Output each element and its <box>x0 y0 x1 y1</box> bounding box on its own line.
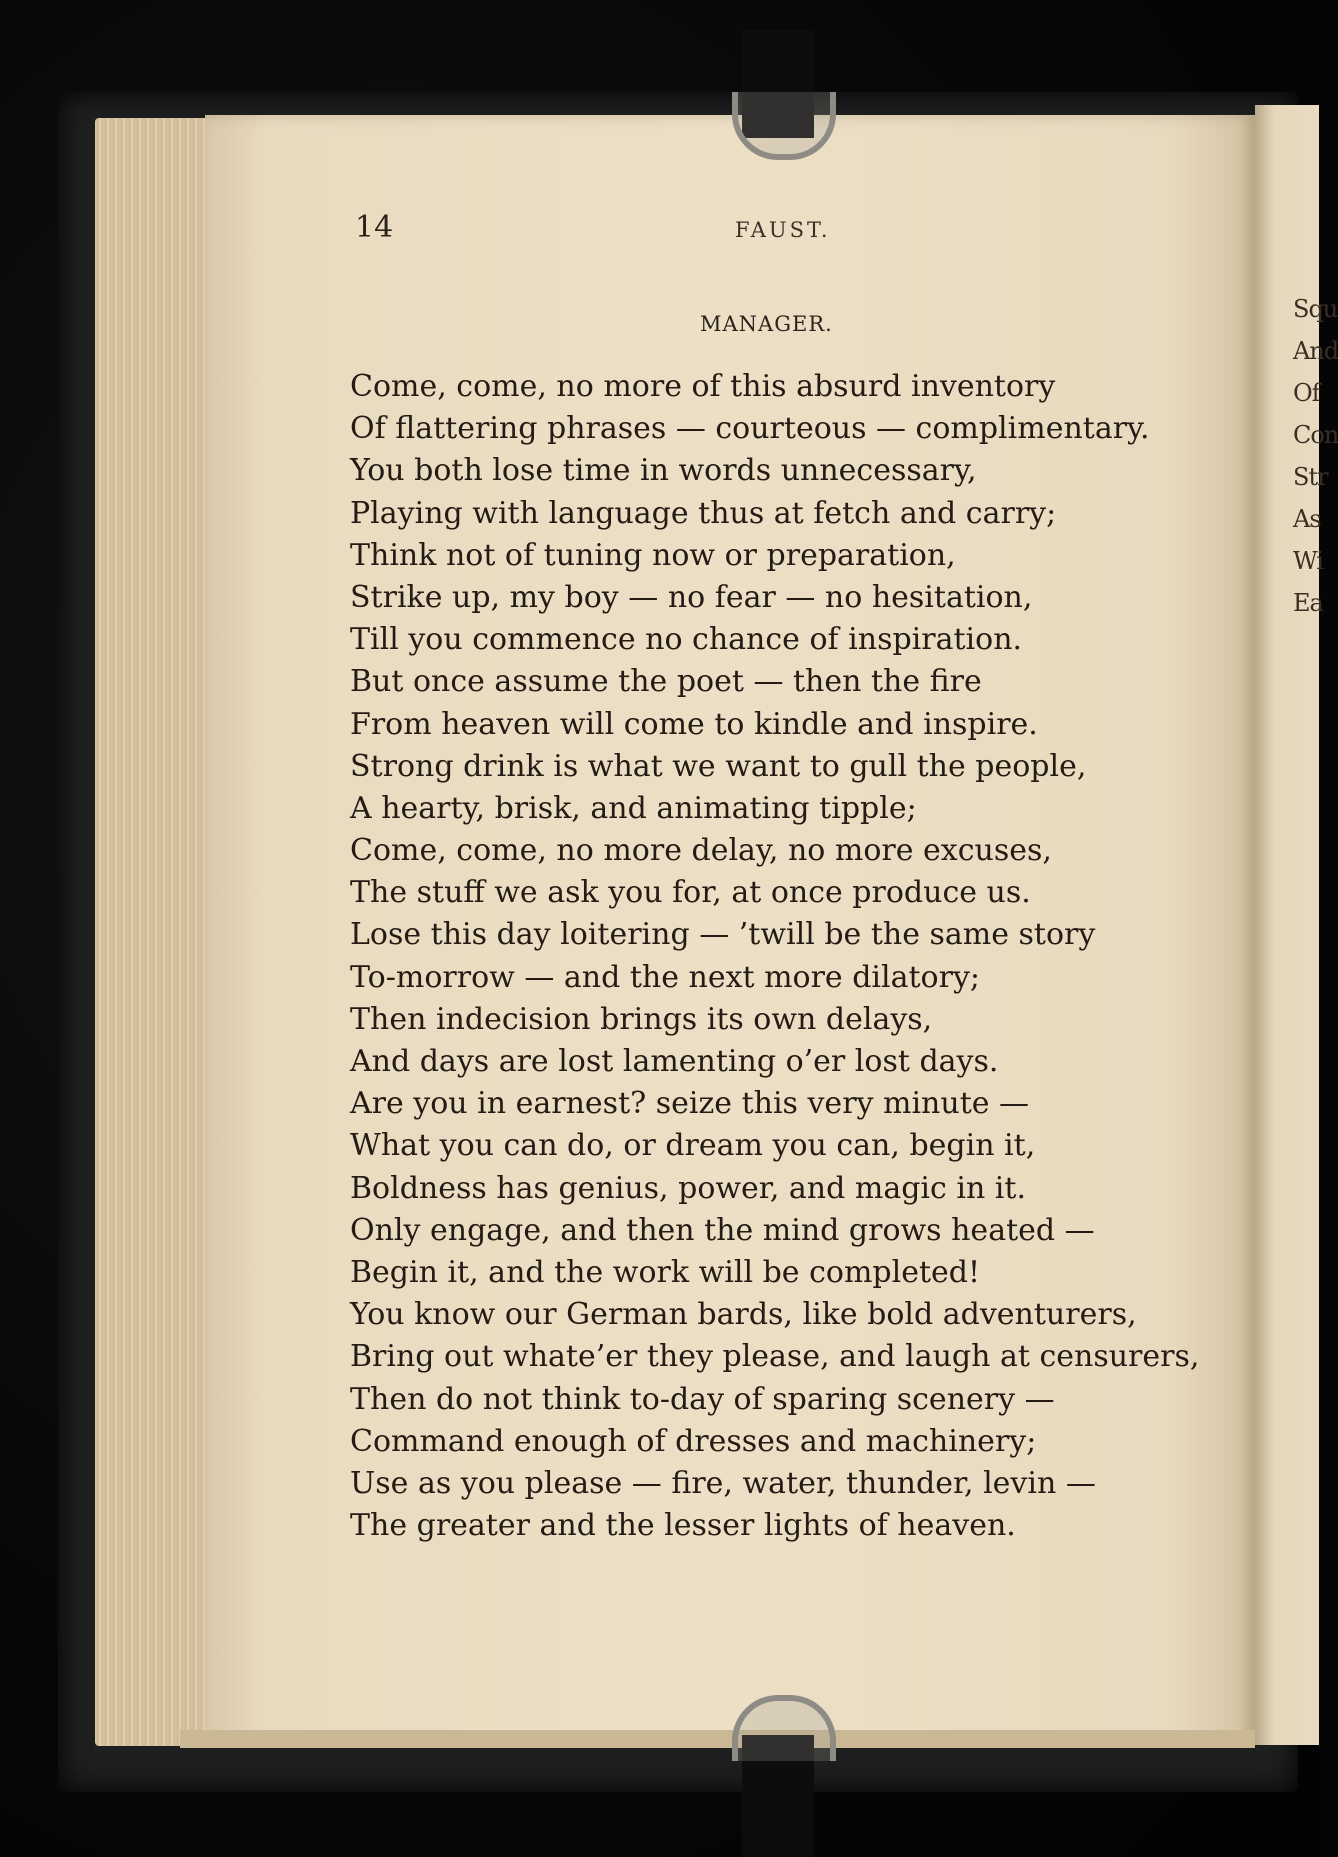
verse-line: Strong drink is what we want to gull the people, <box>350 748 1087 784</box>
next-page-fragment: Wi <box>1293 547 1323 575</box>
verse-line: But once assume the poet — then the fire <box>350 664 982 700</box>
verse-line: Command enough of dresses and machinery; <box>350 1423 1037 1459</box>
verse-line: And days are lost lamenting o’er lost days. <box>350 1044 999 1079</box>
next-page-fragment: Str <box>1293 463 1328 491</box>
next-page-fragment: As <box>1293 505 1321 533</box>
next-page-fragment: Of <box>1293 379 1320 407</box>
next-page-fragment: Ea <box>1293 589 1323 617</box>
page-bottom-edge <box>180 1730 1255 1748</box>
verse-line: Begin it, and the work will be completed! <box>350 1254 981 1290</box>
verse-line: You both lose time in words unnecessary, <box>350 453 977 489</box>
verse-line: Lose this day loitering — ’twill be the same story <box>350 917 1096 953</box>
verse-line: The stuff we ask you for, at once produce us. <box>350 875 1031 911</box>
verse-line: Of flattering phrases — courteous — complimentary. <box>350 411 1150 447</box>
right-page-edge <box>1255 105 1338 1745</box>
verse-line: Playing with language thus at fetch and carry; <box>350 495 1057 531</box>
verse-line: Strike up, my boy — no fear — no hesitation, <box>350 579 1033 615</box>
verse-line: Only engage, and then the mind grows heated — <box>350 1212 1095 1248</box>
verse-line: A hearty, brisk, and animating tipple; <box>350 790 917 826</box>
next-page-fragment: Squ <box>1293 295 1338 323</box>
verse-line: What you can do, or dream you can, begin it, <box>350 1128 1036 1164</box>
verse-line: Bring out whate’er they please, and laugh at censurers, <box>350 1339 1200 1375</box>
verse-line: Come, come, no more of this absurd inventory <box>350 369 1056 404</box>
running-head <box>355 210 1075 250</box>
verse-block <box>350 366 1230 1547</box>
running-title: FAUST. <box>735 218 831 242</box>
verse-line: You know our German bards, like bold adventurers, <box>350 1297 1137 1333</box>
verse-line: Then indecision brings its own delays, <box>350 1001 933 1037</box>
page-edges <box>95 118 215 1746</box>
verse-line: Come, come, no more delay, no more excuses, <box>350 833 1052 869</box>
verse-line: Are you in earnest? seize this very minute — <box>350 1086 1030 1122</box>
verse-line: Till you commence no chance of inspiration. <box>350 622 1023 658</box>
verse-line: Boldness has genius, power, and magic in it. <box>350 1170 1026 1206</box>
page-number: 14 <box>355 210 394 245</box>
next-page-fragment: And <box>1293 337 1338 365</box>
next-page-fragment: Con <box>1293 421 1338 449</box>
verse-line: The greater and the lesser lights of heaven. <box>350 1508 1016 1544</box>
verse-line: Think not of tuning now or preparation, <box>350 537 956 573</box>
verse-line: From heaven will come to kindle and inspire. <box>350 706 1038 742</box>
verse-line: Use as you please — fire, water, thunder, levin — <box>350 1465 1096 1501</box>
speaker-heading: MANAGER. <box>700 312 833 336</box>
verse-line: To-morrow — and the next more dilatory; <box>350 959 981 995</box>
verse-line: Then do not think to-day of sparing scenery — <box>350 1381 1055 1417</box>
